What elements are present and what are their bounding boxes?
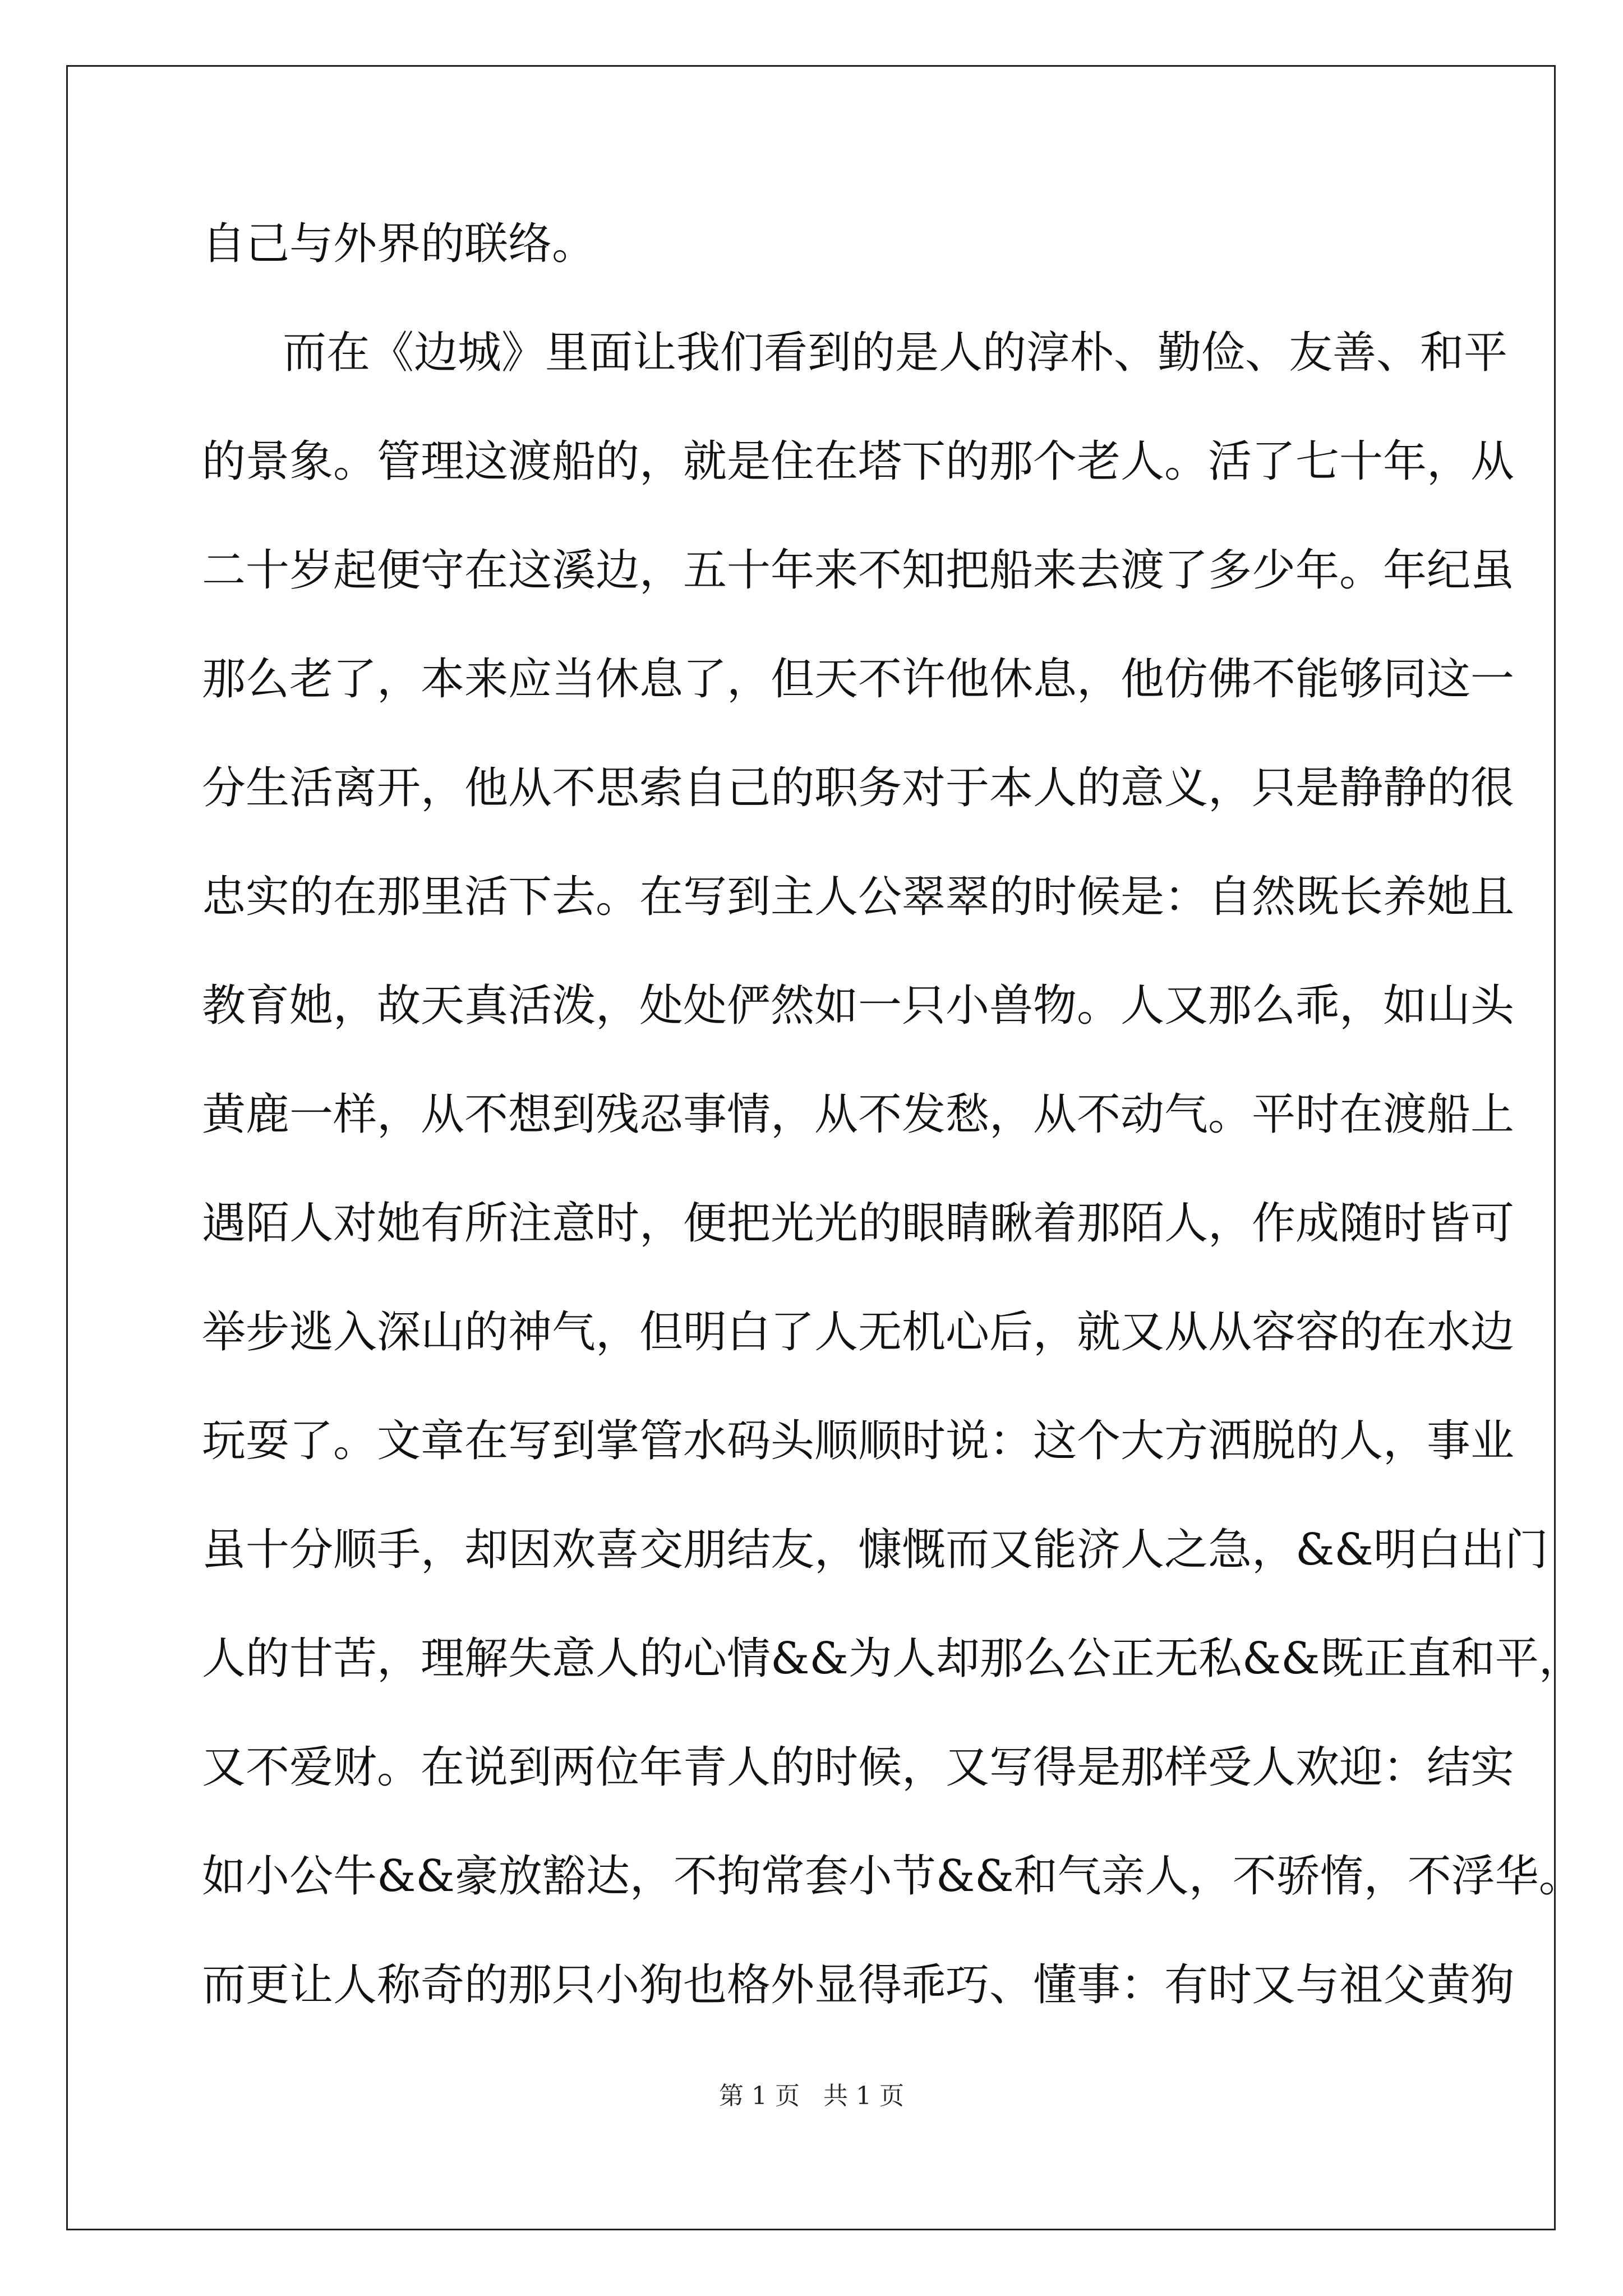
text-line: 玩耍了。文章在写到掌管水码头顺顺时说：这个大方洒脱的人，事业 [202, 1416, 1515, 1466]
text-line: 那么老了，本来应当休息了，但天不许他休息，他仿佛不能够同这一 [202, 654, 1515, 705]
text-line: 又不爱财。在说到两位年青人的时候，又写得是那样受人欢迎：结实 [202, 1742, 1515, 1793]
page-total: 共 1 页 [823, 2082, 904, 2110]
text-line: 黄鹿一样，从不想到残忍事情，从不发愁，从不动气。平时在渡船上 [202, 1089, 1515, 1140]
text-line: 虽十分顺手，却因欢喜交朋结友，慷慨而又能济人之急，&&明白出门 [202, 1525, 1548, 1575]
text-line: 教育她，故天真活泼，处处俨然如一只小兽物。人又那么乖，如山头 [202, 981, 1515, 1031]
text-line: 举步逃入深山的神气，但明白了人无机心后，就又从从容容的在水边 [202, 1307, 1515, 1358]
text-line: 自己与外界的联络。 [202, 219, 596, 269]
paragraph-first-line: 而在《边城》里面让我们看到的是人的淳朴、勤俭、友善、和平 [283, 328, 1508, 378]
text-line: 遇陌人对她有所注意时，便把光光的眼睛瞅着那陌人，作成随时皆可 [202, 1198, 1515, 1249]
text-line: 分生活离开，他从不思索自己的职务对于本人的意义，只是静静的很 [202, 763, 1515, 813]
page-number: 第 1 页 [719, 2082, 800, 2110]
text-line: 人的甘苦，理解失意人的心情&&为人却那么公正无私&&既正直和平， [202, 1634, 1583, 1684]
text-line: 如小公牛&&豪放豁达，不拘常套小节&&和气亲人，不骄惰，不浮华。 [202, 1851, 1583, 1902]
text-line: 二十岁起便守在这溪边，五十年来不知把船来去渡了多少年。年纪虽 [202, 545, 1515, 596]
page-footer [0, 2076, 1623, 2111]
text-line: 而更让人称奇的那只小狗也格外显得乖巧、懂事：有时又与祖父黄狗 [202, 1960, 1515, 2010]
text-line: 的景象。管理这渡船的，就是住在塔下的那个老人。活了七十年，从 [202, 436, 1515, 487]
text-line: 忠实的在那里活下去。在写到主人公翠翠的时候是：自然既长养她且 [202, 872, 1515, 922]
